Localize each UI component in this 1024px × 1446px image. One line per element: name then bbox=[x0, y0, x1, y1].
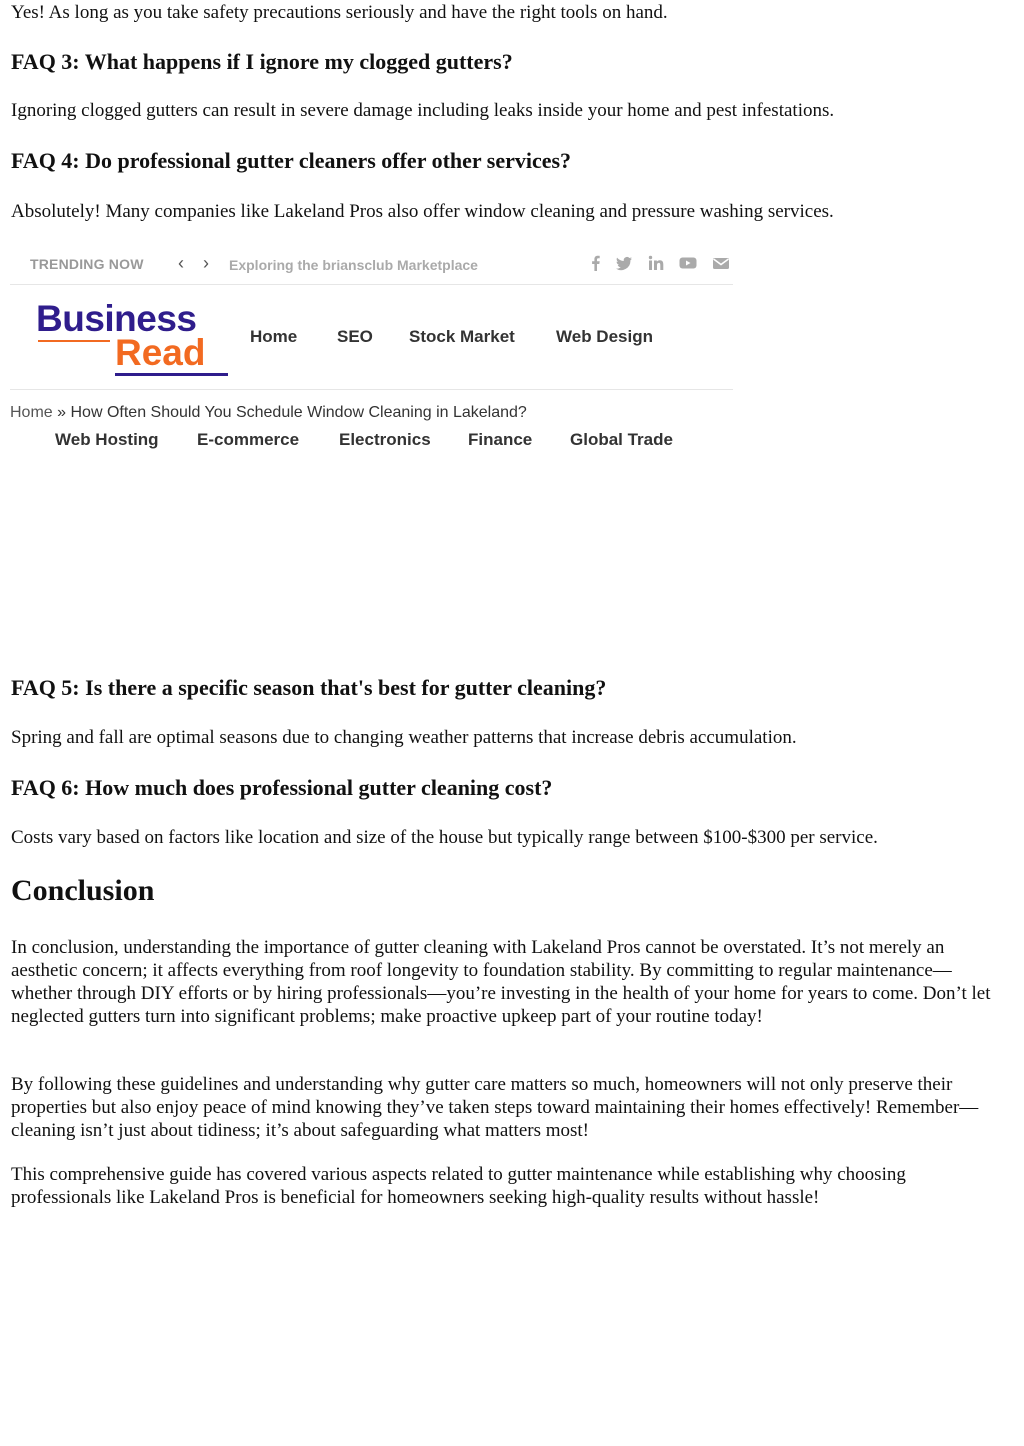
faq3-answer: Ignoring clogged gutters can result in severe damage including leaks inside your home and pest infestations. bbox=[11, 100, 835, 121]
nav-seo[interactable]: SEO bbox=[337, 327, 373, 346]
nav-global-trade[interactable]: Global Trade bbox=[570, 430, 673, 449]
youtube-icon[interactable] bbox=[679, 255, 697, 271]
faq5-answer: Spring and fall are optimal seasons due to changing weather patterns that increase debris accumulation. bbox=[11, 727, 797, 748]
prev-arrow-icon[interactable]: ‹ bbox=[178, 253, 184, 273]
conclusion-heading: Conclusion bbox=[11, 874, 155, 907]
divider bbox=[10, 284, 733, 285]
breadcrumb bbox=[10, 404, 527, 422]
nav-web-hosting[interactable]: Web Hosting bbox=[55, 430, 159, 449]
linkedin-icon[interactable] bbox=[648, 255, 664, 271]
conclusion-paragraph-3: This comprehensive guide has covered various aspects related to gutter maintenance while establishing why choosing professionals like Lakeland Pros is beneficial for homeowners seeking high-quality results without hassle! bbox=[11, 1164, 906, 1208]
faq5-heading: FAQ 5: Is there a specific season that's best for gutter cleaning? bbox=[11, 675, 607, 700]
logo-underline bbox=[115, 373, 228, 376]
breadcrumb-home[interactable]: Home bbox=[10, 404, 53, 421]
business-read-logo[interactable] bbox=[36, 300, 228, 376]
conclusion-paragraph-2: By following these guidelines and understanding why gutter care matters so much, homeowners will not only preserve their properties but also enjoy peace of mind knowing they’ve taken steps toward maintaining their homes effectively! Remember—cleaning isn’t just about tidiness; it’s about safeguarding what matters most! bbox=[11, 1074, 979, 1141]
nav-home[interactable]: Home bbox=[250, 327, 298, 346]
next-arrow-icon[interactable]: › bbox=[203, 253, 209, 273]
logo-text-read: Read bbox=[115, 332, 206, 373]
twitter-icon[interactable] bbox=[616, 255, 632, 271]
breadcrumb-separator: » bbox=[57, 404, 67, 421]
email-icon[interactable] bbox=[712, 255, 730, 271]
faq3-heading: FAQ 3: What happens if I ignore my clogged gutters? bbox=[11, 49, 513, 74]
facebook-icon[interactable] bbox=[588, 255, 604, 271]
trending-headline[interactable]: Exploring the briansclub Marketplace bbox=[229, 257, 478, 273]
faq4-heading: FAQ 4: Do professional gutter cleaners offer other services? bbox=[11, 148, 572, 173]
breadcrumb-current: How Often Should You Schedule Window Cleaning in Lakeland? bbox=[70, 404, 527, 421]
nav-finance[interactable]: Finance bbox=[468, 430, 533, 449]
faq6-heading: FAQ 6: How much does professional gutter cleaning cost? bbox=[11, 775, 553, 800]
trending-label: TRENDING NOW bbox=[30, 256, 144, 272]
embedded-site-screenshot bbox=[10, 248, 733, 460]
nav-electronics[interactable]: Electronics bbox=[339, 430, 431, 449]
conclusion-paragraph-1: In conclusion, understanding the importance of gutter cleaning with Lakeland Pros cannot be overstated. It’s not merely an aesthetic concern; it affects everything from roof longevity to foundation stability. By committing to regular maintenance—whether through DIY efforts or by hiring professionals—you’re investing in the health of your home for years to come. Don’t let neglected gutters turn into significant problems; make proactive upkeep part of your routine today! bbox=[11, 937, 991, 1027]
faq2-answer: Yes! As long as you take safety precautions seriously and have the right tools on hand. bbox=[11, 2, 668, 23]
nav-stock-market[interactable]: Stock Market bbox=[409, 327, 515, 346]
logo-underline bbox=[38, 340, 110, 342]
divider bbox=[10, 389, 733, 390]
faq6-answer: Costs vary based on factors like location and size of the house but typically range between $100-$300 per service. bbox=[11, 827, 878, 848]
nav-web-design[interactable]: Web Design bbox=[556, 327, 653, 346]
trending-bar bbox=[10, 248, 733, 284]
logo-text-business: Business bbox=[36, 298, 197, 339]
nav-e-commerce[interactable]: E-commerce bbox=[197, 430, 300, 449]
faq4-answer: Absolutely! Many companies like Lakeland Pros also offer window cleaning and pressure washing services. bbox=[11, 201, 834, 222]
